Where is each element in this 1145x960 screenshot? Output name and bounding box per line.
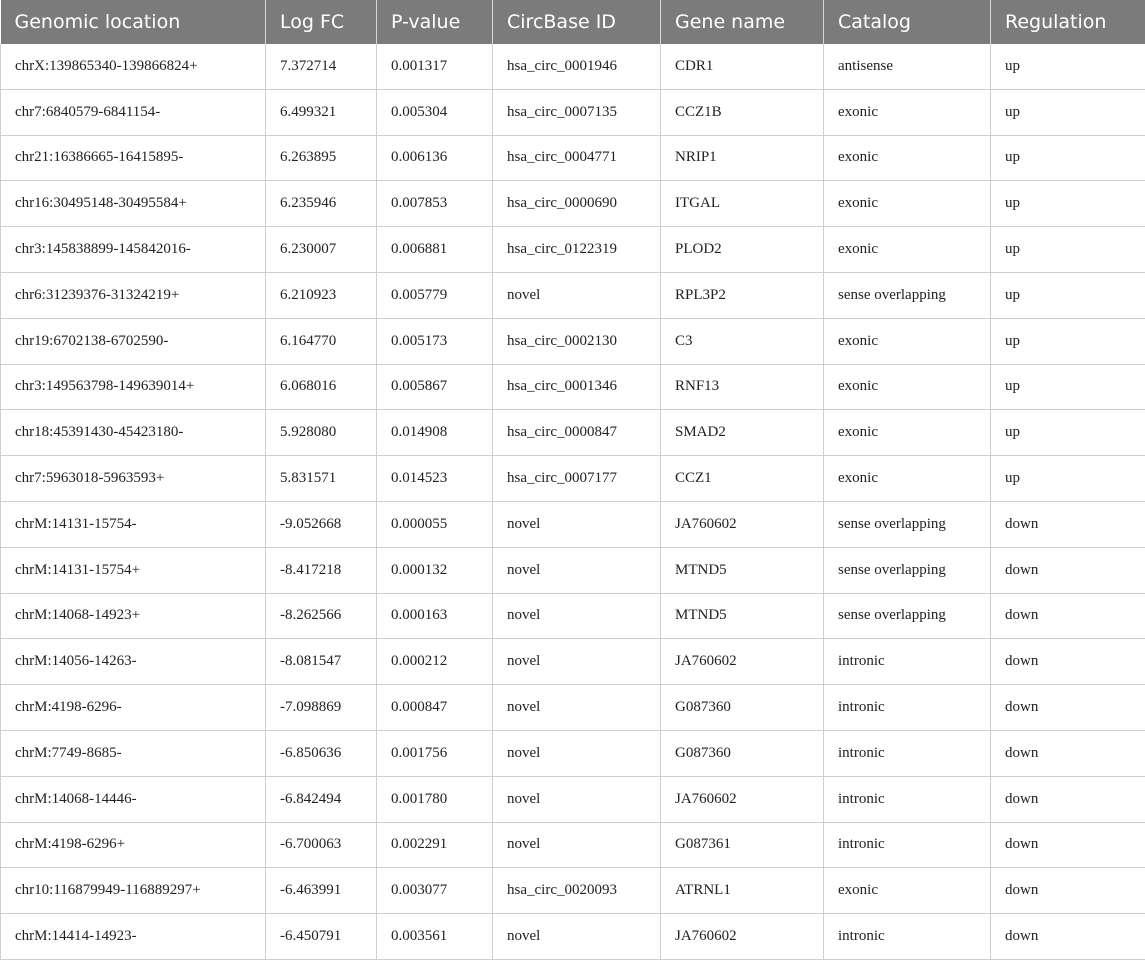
p-value-cell: 0.000212 [377,639,493,685]
circbase-id-cell: hsa_circ_0000690 [493,181,661,227]
gene-name-cell: RNF13 [661,364,824,410]
circbase-id-cell: novel [493,730,661,776]
log-fc-cell: -8.081547 [266,639,377,685]
gene-name-cell: JA760602 [661,501,824,547]
p-value-cell: 0.003561 [377,914,493,960]
table-row [1,822,1145,868]
regulation-cell: down [991,914,1145,960]
regulation-cell: up [991,456,1145,502]
circbase-id-cell: novel [493,272,661,318]
table-row [1,44,1145,89]
log-fc-cell: 6.235946 [266,181,377,227]
log-fc-cell: 7.372714 [266,44,377,89]
table-row [1,639,1145,685]
regulation-cell: down [991,547,1145,593]
header-catalog: Catalog [824,0,991,44]
log-fc-cell: 6.068016 [266,364,377,410]
genomic-location-cell: chr18:45391430-45423180- [1,410,266,456]
circbase-id-cell: novel [493,914,661,960]
header-log-fc: Log FC [266,0,377,44]
genomic-location-cell: chr10:116879949-116889297+ [1,868,266,914]
genomic-location-cell: chrM:14131-15754- [1,501,266,547]
circbase-id-cell: novel [493,776,661,822]
gene-name-cell: SMAD2 [661,410,824,456]
circbase-id-cell: novel [493,639,661,685]
catalog-cell: sense overlapping [824,547,991,593]
regulation-cell: down [991,685,1145,731]
p-value-cell: 0.002291 [377,822,493,868]
regulation-cell: up [991,364,1145,410]
regulation-cell: down [991,639,1145,685]
log-fc-cell: 6.499321 [266,89,377,135]
p-value-cell: 0.005173 [377,318,493,364]
log-fc-cell: -6.450791 [266,914,377,960]
p-value-cell: 0.000132 [377,547,493,593]
genomic-location-cell: chrM:4198-6296+ [1,822,266,868]
table-row [1,364,1145,410]
gene-name-cell: CCZ1B [661,89,824,135]
table-row [1,868,1145,914]
genomic-location-cell: chr6:31239376-31324219+ [1,272,266,318]
regulation-cell: down [991,776,1145,822]
regulation-cell: up [991,181,1145,227]
p-value-cell: 0.006881 [377,227,493,273]
genomic-location-cell: chrM:14056-14263- [1,639,266,685]
p-value-cell: 0.000847 [377,685,493,731]
genomic-location-cell: chr19:6702138-6702590- [1,318,266,364]
genomic-location-cell: chrM:14068-14446- [1,776,266,822]
p-value-cell: 0.007853 [377,181,493,227]
p-value-cell: 0.005867 [377,364,493,410]
gene-name-cell: CDR1 [661,44,824,89]
p-value-cell: 0.005779 [377,272,493,318]
genomic-location-cell: chr7:6840579-6841154- [1,89,266,135]
genomic-location-cell: chrM:4198-6296- [1,685,266,731]
catalog-cell: exonic [824,89,991,135]
header-gene-name: Gene name [661,0,824,44]
gene-name-cell: JA760602 [661,639,824,685]
gene-name-cell: PLOD2 [661,227,824,273]
regulation-cell: up [991,135,1145,181]
log-fc-cell: -6.700063 [266,822,377,868]
gene-name-cell: ITGAL [661,181,824,227]
header-row [1,0,1145,44]
catalog-cell: exonic [824,456,991,502]
gene-name-cell: C3 [661,318,824,364]
genomic-location-cell: chrM:14414-14923- [1,914,266,960]
log-fc-cell: 5.928080 [266,410,377,456]
catalog-cell: intronic [824,914,991,960]
regulation-cell: up [991,318,1145,364]
log-fc-cell: -6.842494 [266,776,377,822]
circbase-id-cell: novel [493,547,661,593]
regulation-cell: down [991,593,1145,639]
regulation-cell: down [991,868,1145,914]
log-fc-cell: -9.052668 [266,501,377,547]
table-row [1,685,1145,731]
p-value-cell: 0.014523 [377,456,493,502]
gene-name-cell: RPL3P2 [661,272,824,318]
header-circbase-id: CircBase ID [493,0,661,44]
regulation-cell: up [991,410,1145,456]
regulation-cell: up [991,227,1145,273]
gene-name-cell: ATRNL1 [661,868,824,914]
genomic-location-cell: chr16:30495148-30495584+ [1,181,266,227]
genomic-location-cell: chrM:7749-8685- [1,730,266,776]
genomic-location-cell: chrM:14131-15754+ [1,547,266,593]
gene-name-cell: JA760602 [661,776,824,822]
circbase-id-cell: hsa_circ_0122319 [493,227,661,273]
genomic-location-cell: chr3:145838899-145842016- [1,227,266,273]
circbase-id-cell: hsa_circ_0002130 [493,318,661,364]
circbase-id-cell: hsa_circ_0007135 [493,89,661,135]
log-fc-cell: 6.164770 [266,318,377,364]
table-row [1,410,1145,456]
regulation-cell: up [991,272,1145,318]
regulation-cell: down [991,730,1145,776]
p-value-cell: 0.005304 [377,89,493,135]
circbase-id-cell: hsa_circ_0004771 [493,135,661,181]
table-row [1,914,1145,960]
log-fc-cell: 6.263895 [266,135,377,181]
log-fc-cell: -6.463991 [266,868,377,914]
genomic-location-cell: chr3:149563798-149639014+ [1,364,266,410]
catalog-cell: exonic [824,318,991,364]
catalog-cell: antisense [824,44,991,89]
gene-name-cell: CCZ1 [661,456,824,502]
p-value-cell: 0.000163 [377,593,493,639]
gene-name-cell: MTND5 [661,593,824,639]
genomic-location-cell: chrM:14068-14923+ [1,593,266,639]
gene-name-cell: NRIP1 [661,135,824,181]
catalog-cell: intronic [824,776,991,822]
table-row [1,593,1145,639]
table-row [1,227,1145,273]
regulation-cell: down [991,822,1145,868]
p-value-cell: 0.001756 [377,730,493,776]
gene-name-cell: JA760602 [661,914,824,960]
log-fc-cell: 6.210923 [266,272,377,318]
circbase-id-cell: novel [493,685,661,731]
circbase-id-cell: hsa_circ_0001946 [493,44,661,89]
header-regulation: Regulation [991,0,1145,44]
catalog-cell: exonic [824,227,991,273]
p-value-cell: 0.001317 [377,44,493,89]
gene-name-cell: MTND5 [661,547,824,593]
catalog-cell: exonic [824,181,991,227]
log-fc-cell: -6.850636 [266,730,377,776]
p-value-cell: 0.000055 [377,501,493,547]
table-row [1,135,1145,181]
catalog-cell: sense overlapping [824,272,991,318]
circbase-id-cell: hsa_circ_0000847 [493,410,661,456]
catalog-cell: intronic [824,639,991,685]
circbase-id-cell: novel [493,593,661,639]
circbase-id-cell: novel [493,822,661,868]
log-fc-cell: -8.262566 [266,593,377,639]
p-value-cell: 0.001780 [377,776,493,822]
genomic-location-cell: chr21:16386665-16415895- [1,135,266,181]
header-genomic-location: Genomic location [1,0,266,44]
genomic-location-cell: chrX:139865340-139866824+ [1,44,266,89]
catalog-cell: intronic [824,685,991,731]
table-body [1,44,1145,959]
catalog-cell: sense overlapping [824,593,991,639]
circbase-id-cell: hsa_circ_0001346 [493,364,661,410]
catalog-cell: exonic [824,135,991,181]
p-value-cell: 0.003077 [377,868,493,914]
table-row [1,89,1145,135]
catalog-cell: intronic [824,730,991,776]
log-fc-cell: -8.417218 [266,547,377,593]
regulation-cell: up [991,89,1145,135]
p-value-cell: 0.006136 [377,135,493,181]
catalog-cell: exonic [824,364,991,410]
table-header [1,0,1145,44]
table-row [1,272,1145,318]
p-value-cell: 0.014908 [377,410,493,456]
regulation-cell: down [991,501,1145,547]
header-p-value: P-value [377,0,493,44]
regulation-cell: up [991,44,1145,89]
table-row [1,776,1145,822]
gene-name-cell: G087360 [661,685,824,731]
circbase-id-cell: hsa_circ_0007177 [493,456,661,502]
table-row [1,730,1145,776]
catalog-cell: exonic [824,868,991,914]
table-row [1,456,1145,502]
table-row [1,501,1145,547]
catalog-cell: exonic [824,410,991,456]
table-row [1,181,1145,227]
circbase-id-cell: novel [493,501,661,547]
gene-name-cell: G087360 [661,730,824,776]
log-fc-cell: 5.831571 [266,456,377,502]
catalog-cell: sense overlapping [824,501,991,547]
table-row [1,318,1145,364]
catalog-cell: intronic [824,822,991,868]
gene-name-cell: G087361 [661,822,824,868]
genomic-location-cell: chr7:5963018-5963593+ [1,456,266,502]
log-fc-cell: 6.230007 [266,227,377,273]
table-row [1,547,1145,593]
log-fc-cell: -7.098869 [266,685,377,731]
circbase-id-cell: hsa_circ_0020093 [493,868,661,914]
